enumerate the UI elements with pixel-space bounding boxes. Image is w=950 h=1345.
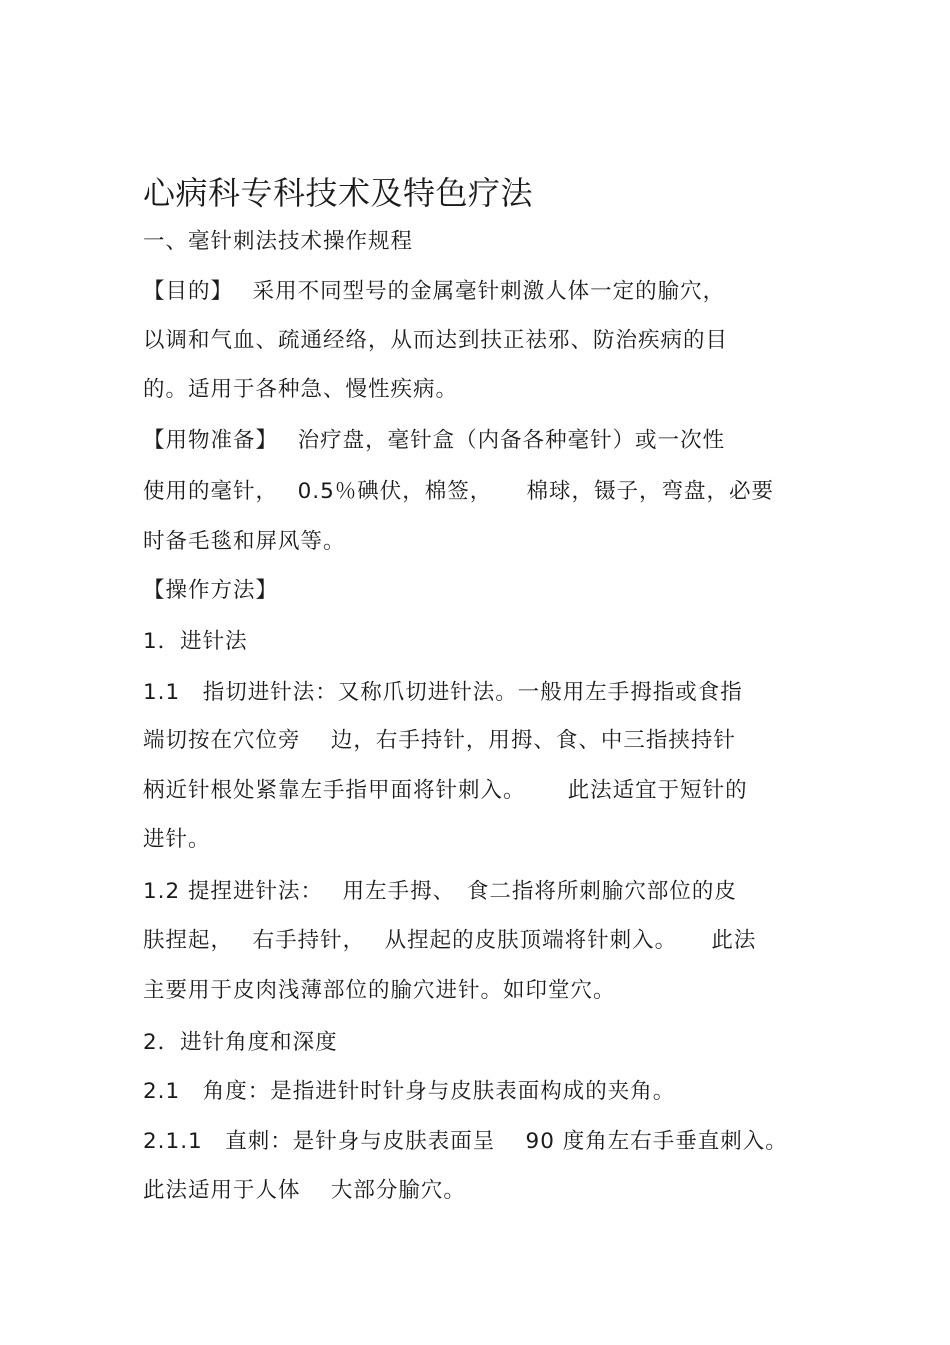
body-line: 【目的】 采用不同型号的金属毫针刺激人体一定的腧穴， bbox=[143, 279, 726, 304]
body-line: 2.1 角度：是指进针时针身与皮肤表面构成的夹角。 bbox=[143, 1079, 676, 1104]
numbered-heading: 2．进针角度和深度 bbox=[143, 1030, 338, 1055]
numbered-heading: 1．进针法 bbox=[143, 629, 248, 654]
body-line: 端切按在穴位旁 边，右手持针，用拇、食、中三指挟持针 bbox=[143, 728, 736, 753]
body-line: 柄近针根处紧靠左手指甲面将针刺入。 此法适宜于短针的 bbox=[143, 778, 748, 803]
body-line: 2.1.1 直刺：是针身与皮肤表面呈 90 度角左右手垂直刺入。 bbox=[143, 1129, 788, 1154]
section-heading-1: 一、毫针刺法技术操作规程 bbox=[143, 229, 414, 254]
body-line: 【用物准备】 治疗盘，毫针盒（内备各种毫针）或一次性 bbox=[143, 428, 726, 453]
body-line: 1.1 指切进针法：又称爪切进针法。一般用左手拇指或食指 bbox=[143, 680, 743, 705]
document-title: 心病科专科技术及特色疗法 bbox=[143, 174, 534, 212]
body-line: 的。适用于各种急、慢性疾病。 bbox=[143, 377, 459, 402]
body-line: 1.2 提捏进针法： 用左手拇、 食二指将所刺腧穴部位的皮 bbox=[143, 879, 737, 904]
body-line: 此法适用于人体 大部分腧穴。 bbox=[143, 1178, 466, 1203]
body-line: 时备毛毯和屏风等。 bbox=[143, 529, 346, 554]
body-line: 肤捏起， 右手持针， 从捏起的皮肤顶端将针刺入。 此法 bbox=[143, 928, 757, 953]
body-line: 以调和气血、疏通经络，从而达到扶正祛邪、防治疾病的目 bbox=[143, 328, 729, 353]
body-line: 主要用于皮肉浅薄部位的腧穴进针。如印堂穴。 bbox=[143, 978, 616, 1003]
subsection-heading: 【操作方法】 bbox=[143, 578, 279, 603]
body-line: 使用的毫针， 0.5％碘伏，棉签， 棉球，镊子，弯盘，必要 bbox=[143, 479, 775, 504]
body-line: 进针。 bbox=[143, 827, 211, 852]
